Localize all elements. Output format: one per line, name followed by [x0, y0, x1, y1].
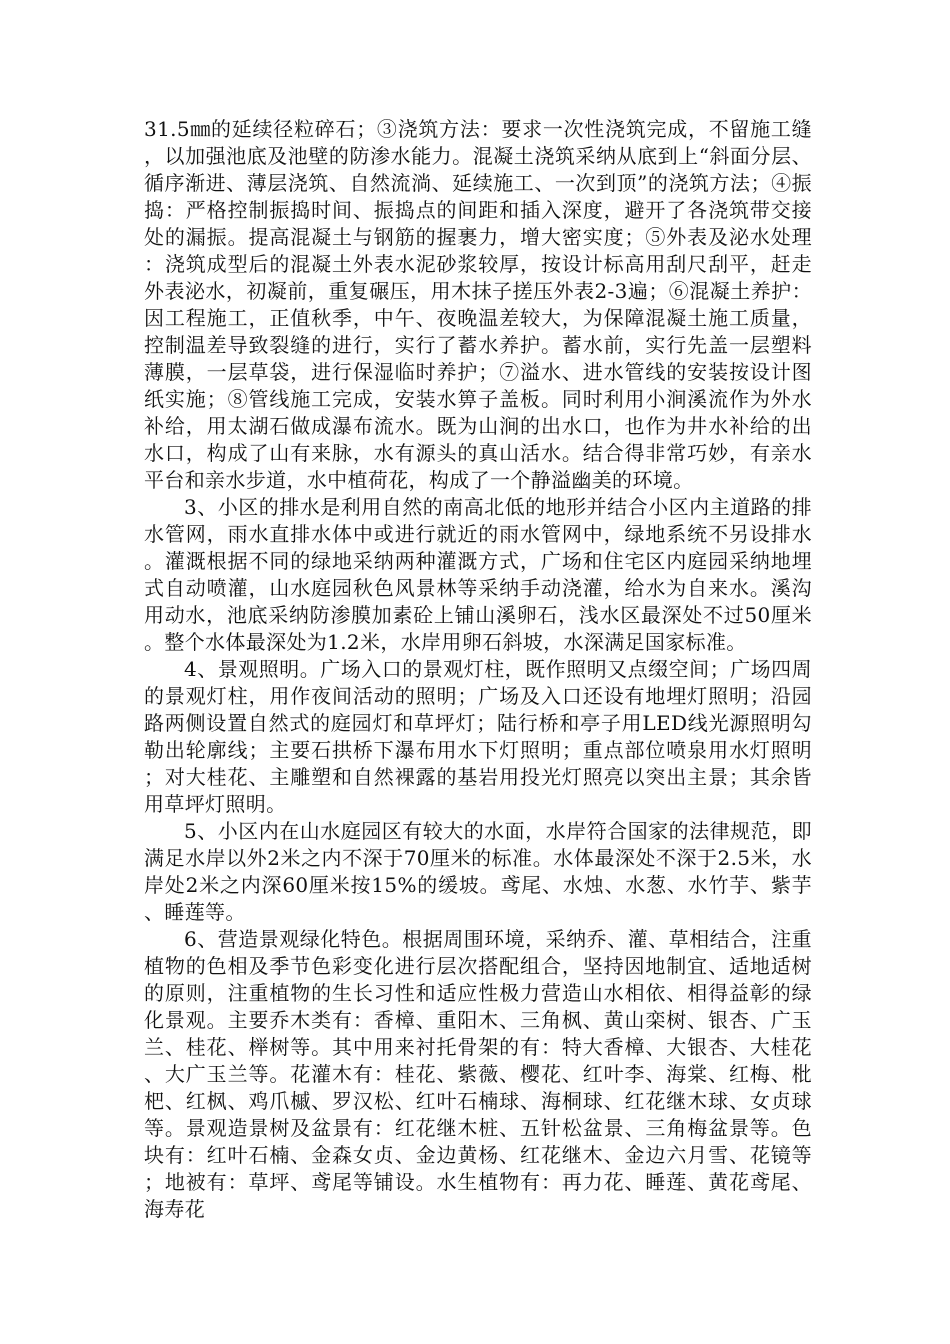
- paragraph-landscape-lighting: 4、景观照明。广场入口的景观灯柱，既作照明又点缀空间；广场四周的景观灯柱，用作夜间活动的照明；广场及入口还设有地埋灯照明；沿园路两侧设置自然式的庭园灯和草坪灯；陆行桥和亭子用LED线光源照明勾勒出轮廓线；主要石拱桥下瀑布用水下灯照明；重点部位喷泉用水灯照明；对大桂花、主雕塑和自然裸露的基岩用投光灯照亮以突出主景；其余皆用草坪灯照明。: [144, 657, 812, 816]
- paragraph-drainage: 3、小区的排水是利用自然的南高北低的地形并结合小区内主道路的排水管网，雨水直排水体中或进行就近的雨水管网中，绿地系统不另设排水。灌溉根据不同的绿地采纳两种灌溉方式，广场和住宅区内庭园采纳地埋式自动喷灌，山水庭园秋色风景林等采纳手动浇灌，给水为自来水。溪沟用动水，池底采纳防渗膜加素砼上铺山溪卵石，浅水区最深处不过50厘米。整个水体最深处为1.2米，水岸用卵石斜坡，水深满足国家标准。: [144, 495, 812, 654]
- paragraph-construction-method: 31.5㎜的延续径粒碎石；③浇筑方法：要求一次性浇筑完成，不留施工缝，以加强池底及池壁的防渗水能力。混凝土浇筑采纳从底到上“斜面分层、循序渐进、薄层浇筑、自然流淌、延续施工、一次到顶”的浇筑方法；④振捣：严格控制振捣时间、振捣点的间距和插入深度，避开了各浇筑带交接处的漏振。提高混凝土与钢筋的握裹力，增大密实度；⑤外表及泌水处理：浇筑成型后的混凝土外表水泥砂浆较厚，按设计标高用刮尺刮平，赶走外表泌水，初凝前，重复碾压，用木抹子搓压外表2-3遍；⑥混凝土养护：因工程施工，正值秋季，中午、夜晚温差较大，为保障混凝土施工质量，控制温差导致裂缝的进行，实行了蓄水养护。蓄水前，实行先盖一层塑料薄膜，一层草袋，进行保湿临时养护；⑦溢水、进水管线的安装按设计图纸实施；⑧管线施工完成，安装水箅子盖板。同时利用小涧溪流作为外水补给，用太湖石做成瀑布流水。既为山涧的出水口，也作为井水补给的出水口，构成了山有来脉，水有源头的真山活水。结合得非常巧妙，有亲水平台和亲水步道，水中植荷花，构成了一个静溢幽美的环境。: [144, 117, 812, 492]
- paragraph-greening: 6、营造景观绿化特色。根据周围环境，采纳乔、灌、草相结合，注重植物的色相及季节色彩变化进行层次搭配组合，坚持因地制宜、适地适树的原则，注重植物的生长习性和适应性极力营造山水相依、相得益彰的绿化景观。主要乔木类有：香樟、重阳木、三角枫、黄山栾树、银杏、广玉兰、桂花、榉树等。其中用来衬托骨架的有：特大香樟、大银杏、大桂花、大广玉兰等。花灌木有：桂花、紫薇、樱花、红叶李、海棠、红梅、枇杷、红枫、鸡爪槭、罗汉松、红叶石楠球、海桐球、红花继木球、女贞球等。景观造景树及盆景有：红花继木桩、五针松盆景、三角梅盆景等。色块有：红叶石楠、金森女贞、金边黄杨、红花继木、金边六月雪、花镜等；地被有：草坪、鸢尾等铺设。水生植物有：再力花、睡莲、黄花鸢尾、海寿花: [144, 927, 812, 1221]
- document-page: [144, 116, 812, 1266]
- paragraph-water-depth: 5、小区内在山水庭园区有较大的水面，水岸符合国家的法律规范，即满足水岸以外2米之内不深于70厘米的标准。水体最深处不深于2.5米，水岸处2米之内深60厘米按15%的缓坡。鸢尾、水烛、水葱、水竹芋、紫芋、睡莲等。: [144, 819, 812, 924]
